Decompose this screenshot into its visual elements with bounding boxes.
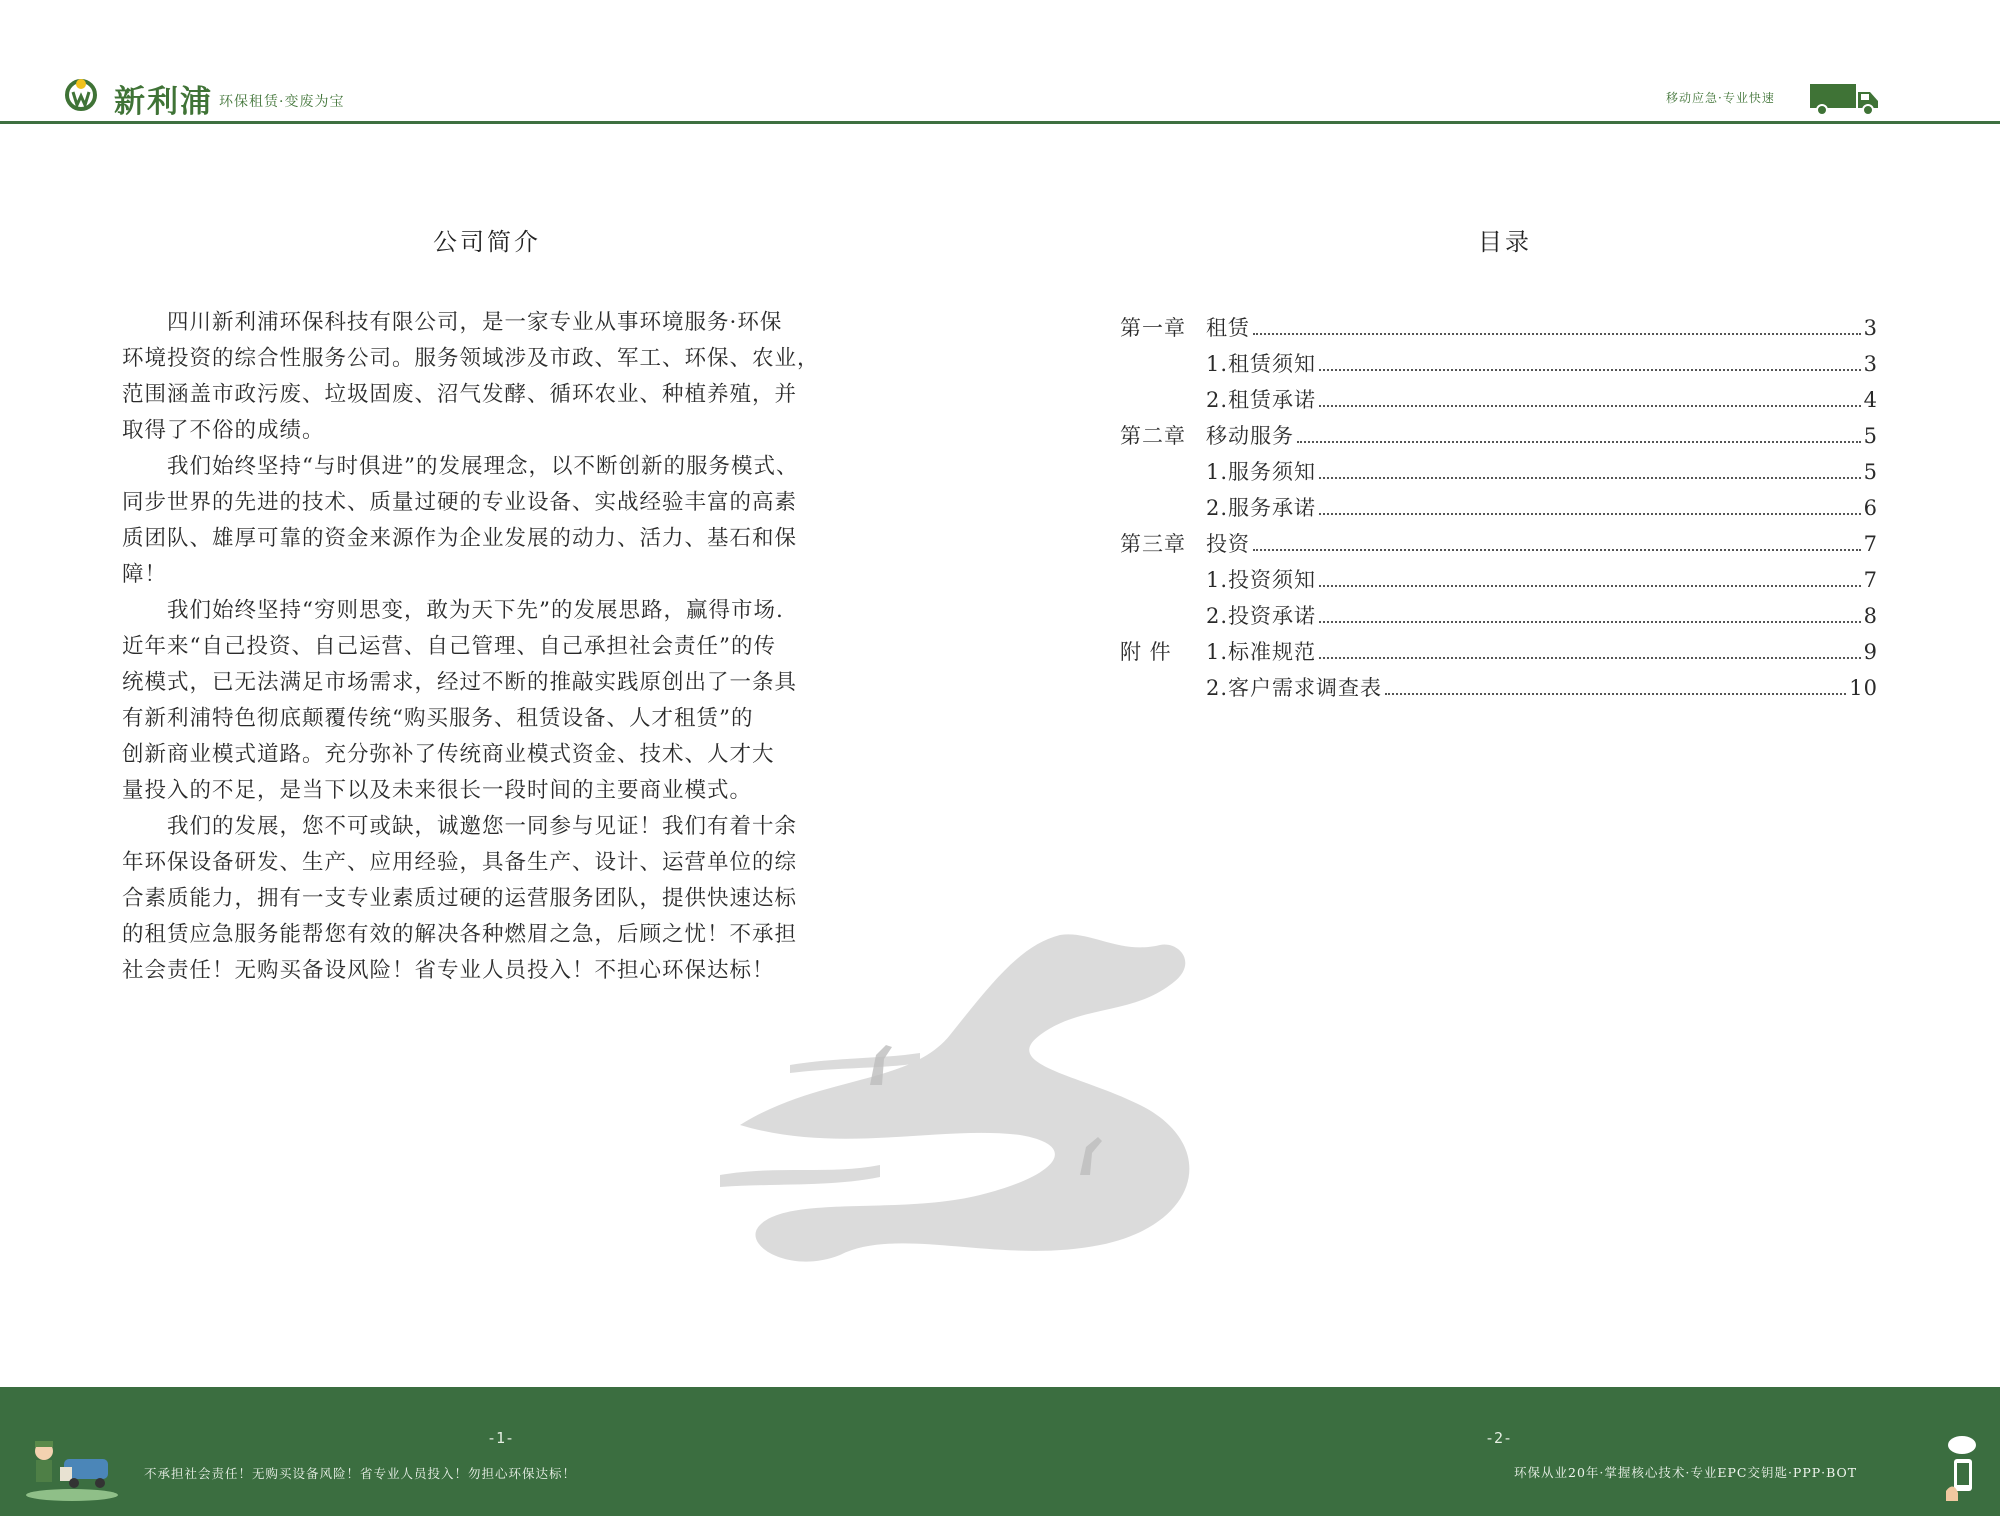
toc-page-number: 4 bbox=[1863, 388, 1878, 412]
toc-entry-label: 2.服务承诺 bbox=[1206, 496, 1317, 520]
toc-entry[interactable] bbox=[1206, 672, 1878, 702]
toc-entry-label: 1.标准规范 bbox=[1206, 640, 1317, 664]
toc-dot-leader bbox=[1319, 513, 1861, 515]
company-intro-title: 公司简介 bbox=[433, 228, 541, 256]
toc-entry[interactable] bbox=[1206, 564, 1878, 594]
intro-line: 质团队、雄厚可靠的资金来源作为企业发展的动力、活力、基石和保 bbox=[122, 526, 798, 551]
intro-line: 取得了不俗的成绩。 bbox=[122, 418, 325, 443]
intro-line: 合素质能力，拥有一支专业素质过硬的运营服务团队，提供快速达标 bbox=[122, 886, 798, 911]
intro-line: 创新商业模式道路。充分弥补了传统商业模式资金、技术、人才大 bbox=[122, 742, 775, 767]
toc-dot-leader bbox=[1319, 477, 1861, 479]
toc-dot-leader bbox=[1319, 621, 1861, 623]
toc-entry-label: 1.租赁须知 bbox=[1206, 352, 1317, 376]
toc-entry[interactable] bbox=[1206, 348, 1878, 378]
toc-page-number: 8 bbox=[1863, 604, 1878, 628]
toc-entry-label: 1.投资须知 bbox=[1206, 568, 1317, 592]
intro-line: 同步世界的先进的技术、质量过硬的专业设备、实战经验丰富的高素 bbox=[122, 490, 798, 515]
phone-cloud-icon bbox=[1942, 1431, 1982, 1503]
toc-page-number: 5 bbox=[1863, 460, 1878, 484]
toc-title: 目录 bbox=[1478, 228, 1532, 256]
intro-line: 的租赁应急服务能帮您有效的解决各种燃眉之急，后顾之忧！不承担 bbox=[122, 922, 798, 947]
toc-page-number: 7 bbox=[1863, 568, 1878, 592]
toc-entry[interactable] bbox=[1120, 636, 1878, 666]
toc-dot-leader bbox=[1297, 441, 1861, 443]
intro-line: 环境投资的综合性服务公司。服务领域涉及市政、军工、环保、农业， bbox=[122, 346, 820, 371]
toc-entry-label: 1.服务须知 bbox=[1206, 460, 1317, 484]
intro-paragraph bbox=[122, 449, 892, 593]
truck-icon bbox=[1808, 80, 1880, 116]
intro-line: 范围涵盖市政污废、垃圾固废、沼气发酵、循环农业、种植养殖，并 bbox=[122, 382, 798, 407]
toc-entry[interactable] bbox=[1120, 420, 1878, 450]
toc-dot-leader bbox=[1319, 405, 1861, 407]
toc-chapter-prefix: 附 件 bbox=[1120, 640, 1172, 664]
toc-chapter-prefix: 第一章 bbox=[1120, 316, 1186, 340]
page-number-left: -1- bbox=[487, 1429, 515, 1447]
toc-dot-leader bbox=[1253, 333, 1861, 335]
intro-line: 有新利浦特色彻底颠覆传统“购买服务、租赁设备、人才租赁”的 bbox=[122, 706, 754, 731]
landscape-watermark-icon bbox=[700, 925, 1260, 1285]
page-number-right: -2- bbox=[1485, 1429, 1513, 1447]
page-footer bbox=[0, 1387, 2000, 1516]
toc-entry-label: 移动服务 bbox=[1206, 424, 1294, 448]
toc-page-number: 7 bbox=[1863, 532, 1878, 556]
intro-line: 障！ bbox=[122, 562, 168, 587]
toc-entry[interactable] bbox=[1206, 492, 1878, 522]
page-header bbox=[0, 0, 2000, 124]
toc-chapter-prefix: 第三章 bbox=[1120, 532, 1186, 556]
brand-logo-icon bbox=[64, 78, 98, 112]
toc-dot-leader bbox=[1319, 585, 1861, 587]
intro-line: 年环保设备研发、生产、应用经验，具备生产、设计、运营单位的综 bbox=[122, 850, 798, 875]
toc-entry[interactable] bbox=[1206, 384, 1878, 414]
intro-line: 我们始终坚持“穷则思变，敢为天下先”的发展思路，赢得市场. bbox=[122, 598, 784, 623]
company-intro-body bbox=[122, 305, 892, 989]
toc-entry-label: 2.客户需求调查表 bbox=[1206, 676, 1383, 700]
toc-entry[interactable] bbox=[1206, 600, 1878, 630]
toc-page-number: 9 bbox=[1863, 640, 1878, 664]
intro-paragraph bbox=[122, 305, 892, 449]
toc-page-number: 3 bbox=[1863, 316, 1878, 340]
toc-entry[interactable] bbox=[1120, 528, 1878, 558]
intro-paragraph bbox=[122, 593, 892, 809]
toc-dot-leader bbox=[1385, 693, 1846, 695]
toc-entry-label: 投资 bbox=[1206, 532, 1250, 556]
toc-entry-label: 2.租赁承诺 bbox=[1206, 388, 1317, 412]
toc-entry-label: 2.投资承诺 bbox=[1206, 604, 1317, 628]
worker-truck-illustration-icon bbox=[24, 1433, 120, 1503]
toc-entry-label: 租赁 bbox=[1206, 316, 1250, 340]
header-tagline: 移动应急·专业快速 bbox=[1666, 91, 1775, 105]
intro-line: 社会责任！无购买备设风险！省专业人员投入！不担心环保达标！ bbox=[122, 958, 775, 983]
footer-slogan-left: 不承担社会责任！无购买设备风险！省专业人员投入！勿担心环保达标！ bbox=[144, 1466, 577, 1481]
intro-line: 量投入的不足，是当下以及未来很长一段时间的主要商业模式。 bbox=[122, 778, 753, 803]
toc-page-number: 5 bbox=[1863, 424, 1878, 448]
brand-name: 新利浦 bbox=[114, 84, 213, 120]
toc-page-number: 6 bbox=[1863, 496, 1878, 520]
toc-dot-leader bbox=[1253, 549, 1861, 551]
toc-page-number: 3 bbox=[1863, 352, 1878, 376]
intro-line: 我们的发展，您不可或缺，诚邀您一同参与见证！我们有着十余 bbox=[122, 814, 798, 839]
toc-dot-leader bbox=[1319, 657, 1861, 659]
toc-entry[interactable] bbox=[1206, 456, 1878, 486]
footer-slogan-right: 环保从业20年·掌握核心技术·专业EPC交钥匙·PPP·BOT bbox=[1514, 1465, 1858, 1480]
toc-page-number: 10 bbox=[1849, 676, 1878, 700]
brand-slogan: 环保租赁·变废为宝 bbox=[219, 94, 345, 110]
toc-entry[interactable] bbox=[1120, 312, 1878, 342]
intro-line: 我们始终坚持“与时俱进”的发展理念，以不断创新的服务模式、 bbox=[122, 454, 799, 479]
intro-line: 近年来“自己投资、自己运营、自己管理、自己承担社会责任”的传 bbox=[122, 634, 776, 659]
intro-line: 四川新利浦环保科技有限公司，是一家专业从事环境服务·环保 bbox=[122, 310, 783, 335]
toc-chapter-prefix: 第二章 bbox=[1120, 424, 1186, 448]
intro-line: 统模式，已无法满足市场需求，经过不断的推敲实践原创出了一条具 bbox=[122, 670, 798, 695]
toc-dot-leader bbox=[1319, 369, 1861, 371]
